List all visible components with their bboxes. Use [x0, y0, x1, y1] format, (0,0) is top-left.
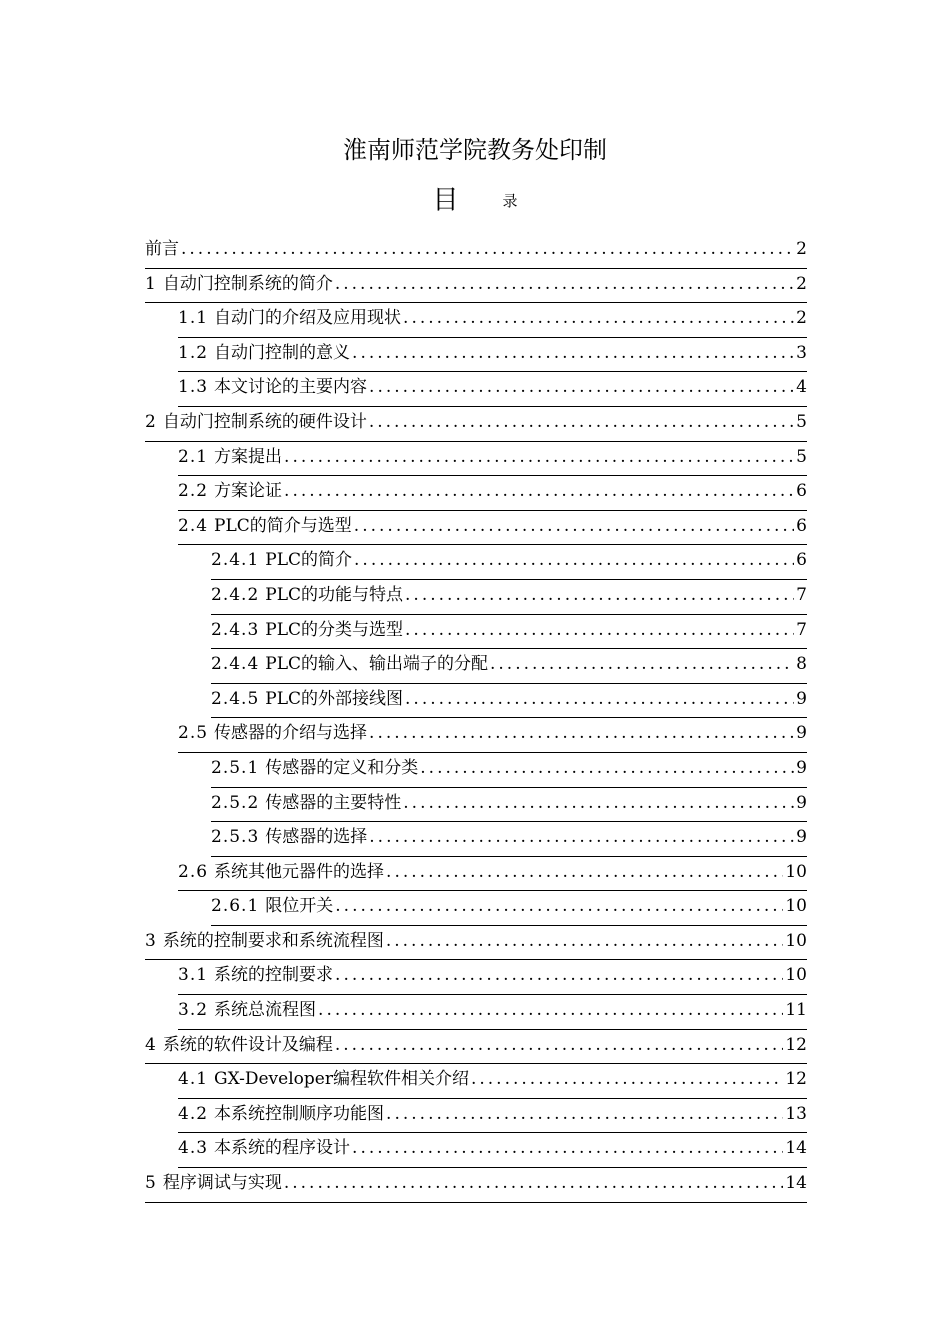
toc-heading-main: 目: [432, 185, 459, 216]
table-of-contents: [145, 234, 807, 1203]
toc-entry-leader-dots: [352, 338, 794, 368]
toc-entry-page-number: 10: [785, 930, 807, 951]
toc-entry-title: 自动门控制系统的硬件设计: [162, 411, 367, 432]
toc-entry-title: 系统的控制要求: [214, 965, 334, 986]
toc-entry[interactable]: [178, 960, 807, 995]
toc-entry-leader-dots: [335, 960, 783, 990]
toc-heading-sub: 录: [502, 191, 518, 210]
toc-entry[interactable]: [178, 718, 807, 753]
toc-entry[interactable]: [178, 338, 807, 373]
toc-entry[interactable]: [145, 269, 807, 304]
toc-entry-page-number: 5: [796, 446, 807, 467]
toc-entry-leader-dots: [490, 649, 794, 679]
toc-entry[interactable]: [211, 649, 807, 684]
toc-entry-page-number: 6: [796, 550, 807, 571]
toc-entry-page-number: 9: [796, 827, 807, 848]
toc-entry-page-number: 3: [796, 342, 807, 363]
toc-entry-title: 系统总流程图: [214, 1000, 317, 1021]
toc-entry[interactable]: [145, 234, 807, 269]
toc-entry[interactable]: [178, 511, 807, 546]
toc-entry-page-number: 2: [796, 239, 807, 259]
toc-entry-page-number: 9: [796, 757, 807, 778]
toc-entry[interactable]: [211, 580, 807, 615]
toc-entry-leader-dots: [318, 995, 783, 1025]
toc-entry-number: 2.5.3: [211, 827, 260, 848]
toc-heading: [0, 180, 950, 221]
toc-entry-title: 传感器的定义和分类: [265, 757, 419, 778]
toc-entry-page-number: 9: [796, 723, 807, 744]
toc-entry[interactable]: [211, 545, 807, 580]
toc-entry-leader-dots: [405, 684, 794, 714]
toc-entry-page-number: 14: [785, 1173, 807, 1194]
toc-entry-leader-dots: [405, 615, 794, 645]
toc-entry-leader-dots: [369, 822, 794, 852]
toc-entry-leader-dots: [335, 269, 794, 299]
toc-entry-page-number: 7: [796, 619, 807, 640]
toc-entry-leader-dots: [284, 476, 794, 506]
toc-entry-number: 3.1: [178, 965, 209, 986]
toc-entry-leader-dots: [403, 788, 794, 818]
toc-entry-leader-dots: [420, 753, 794, 783]
toc-entry-page-number: 6: [796, 515, 807, 536]
toc-entry-number: 2.5.1: [211, 757, 260, 778]
toc-entry-number: 3.2: [178, 1000, 209, 1021]
toc-entry-leader-dots: [335, 1030, 784, 1060]
toc-entry[interactable]: [178, 1099, 807, 1134]
toc-entry[interactable]: [145, 926, 807, 961]
toc-entry[interactable]: [211, 615, 807, 650]
toc-entry-page-number: 2: [796, 308, 807, 329]
toc-entry-number: 4.1: [178, 1069, 209, 1090]
toc-entry-page-number: 14: [785, 1138, 807, 1159]
toc-entry-leader-dots: [181, 234, 794, 264]
toc-entry-title: 程序调试与实现: [162, 1173, 282, 1194]
toc-entry-number: 2.5: [178, 723, 209, 744]
toc-entry-title: GX-Developer编程软件相关介绍: [214, 1069, 469, 1090]
toc-entry-leader-dots: [403, 303, 794, 333]
toc-entry-page-number: 12: [785, 1069, 807, 1090]
toc-entry-number: 3: [145, 930, 157, 951]
toc-entry-title: 限位开关: [265, 896, 334, 917]
toc-entry-title: 方案提出: [214, 446, 283, 467]
toc-entry-page-number: 7: [796, 584, 807, 605]
toc-entry-title: 本文讨论的主要内容: [214, 377, 368, 398]
toc-entry-page-number: 4: [796, 377, 807, 398]
toc-entry-page-number: 10: [785, 861, 807, 882]
toc-entry-title: 自动门控制系统的简介: [162, 273, 333, 294]
toc-entry[interactable]: [178, 1133, 807, 1168]
toc-entry-number: 2.1: [178, 446, 209, 467]
toc-entry-number: 1.3: [178, 377, 209, 398]
toc-entry-number: 4.3: [178, 1138, 209, 1159]
toc-entry-number: 2.5.2: [211, 792, 260, 813]
toc-entry-title: 自动门控制的意义: [214, 342, 351, 363]
toc-entry-title: PLC的简介: [265, 550, 353, 571]
toc-entry-number: 1: [145, 273, 157, 294]
toc-entry[interactable]: [178, 1064, 807, 1099]
toc-entry-leader-dots: [386, 1099, 783, 1129]
toc-entry-title: 传感器的介绍与选择: [214, 723, 368, 744]
toc-entry[interactable]: [211, 684, 807, 719]
toc-entry-title: 本系统的程序设计: [214, 1138, 351, 1159]
toc-entry-title: PLC的外部接线图: [265, 688, 404, 709]
toc-entry-title: 前言: [145, 239, 179, 259]
toc-entry-page-number: 8: [796, 654, 807, 675]
toc-entry-number: 1.1: [178, 308, 209, 329]
toc-entry-leader-dots: [352, 1133, 783, 1163]
toc-entry-title: 本系统控制顺序功能图: [214, 1103, 385, 1124]
toc-entry-number: 2.6.1: [211, 896, 260, 917]
toc-entry-leader-dots: [369, 718, 794, 748]
toc-entry-leader-dots: [386, 926, 784, 956]
toc-entry[interactable]: [178, 303, 807, 338]
toc-entry-number: 2.4.1: [211, 550, 260, 571]
page-header-title: 淮南师范学院教务处印制: [343, 136, 607, 164]
toc-entry-number: 4: [145, 1034, 157, 1055]
toc-entry-title: 系统的控制要求和系统流程图: [162, 930, 384, 951]
toc-entry-page-number: 2: [796, 273, 807, 294]
toc-entry-number: 2.4: [178, 515, 209, 536]
toc-entry-leader-dots: [386, 857, 783, 887]
toc-entry-leader-dots: [284, 442, 794, 472]
toc-entry-title: 传感器的选择: [265, 827, 368, 848]
toc-entry[interactable]: [211, 891, 807, 926]
toc-entry[interactable]: [145, 1030, 807, 1065]
toc-entry-number: 2.4.3: [211, 619, 260, 640]
toc-entry-page-number: 5: [796, 411, 807, 432]
toc-entry[interactable]: [211, 788, 807, 823]
toc-entry-number: 2.4.2: [211, 584, 260, 605]
toc-entry[interactable]: [145, 1168, 807, 1203]
toc-entry-title: PLC的输入、输出端子的分配: [265, 654, 488, 675]
toc-entry-page-number: 10: [785, 896, 807, 917]
toc-entry-leader-dots: [284, 1168, 784, 1198]
toc-entry-leader-dots: [335, 891, 783, 921]
toc-entry[interactable]: [178, 995, 807, 1030]
toc-entry-title: 系统其他元器件的选择: [214, 861, 385, 882]
toc-entry-title: 方案论证: [214, 481, 283, 502]
toc-entry-page-number: 10: [785, 965, 807, 986]
toc-entry[interactable]: [211, 822, 807, 857]
toc-entry-leader-dots: [405, 580, 794, 610]
toc-entry-page-number: 11: [785, 1000, 807, 1021]
toc-entry-number: 2.2: [178, 481, 209, 502]
toc-entry[interactable]: [211, 753, 807, 788]
toc-entry-page-number: 13: [785, 1103, 807, 1124]
toc-entry-number: 2.6: [178, 861, 209, 882]
toc-entry-number: 1.2: [178, 342, 209, 363]
toc-entry[interactable]: [178, 372, 807, 407]
toc-entry-page-number: 9: [796, 792, 807, 813]
toc-entry-number: 4.2: [178, 1103, 209, 1124]
toc-entry-title: 传感器的主要特性: [265, 792, 402, 813]
toc-entry-number: 2.4.5: [211, 688, 260, 709]
toc-entry-page-number: 12: [785, 1034, 807, 1055]
toc-entry-title: 自动门的介绍及应用现状: [214, 308, 402, 329]
toc-entry-page-number: 6: [796, 481, 807, 502]
toc-entry-title: PLC的功能与特点: [265, 584, 404, 605]
toc-entry-number: 2.4.4: [211, 654, 260, 675]
toc-entry[interactable]: [178, 442, 807, 477]
toc-entry[interactable]: [145, 407, 807, 442]
toc-entry-leader-dots: [369, 407, 794, 437]
toc-entry-number: 2: [145, 411, 157, 432]
toc-entry-title: PLC的简介与选型: [214, 515, 352, 536]
toc-entry-page-number: 9: [796, 688, 807, 709]
toc-entry-title: PLC的分类与选型: [265, 619, 404, 640]
toc-entry[interactable]: [178, 857, 807, 892]
toc-entry-leader-dots: [354, 545, 794, 575]
toc-entry[interactable]: [178, 476, 807, 511]
toc-entry-title: 系统的软件设计及编程: [162, 1034, 333, 1055]
toc-entry-leader-dots: [471, 1064, 783, 1094]
toc-entry-leader-dots: [354, 511, 794, 541]
toc-entry-leader-dots: [369, 372, 794, 402]
toc-entry-number: 5: [145, 1173, 157, 1194]
